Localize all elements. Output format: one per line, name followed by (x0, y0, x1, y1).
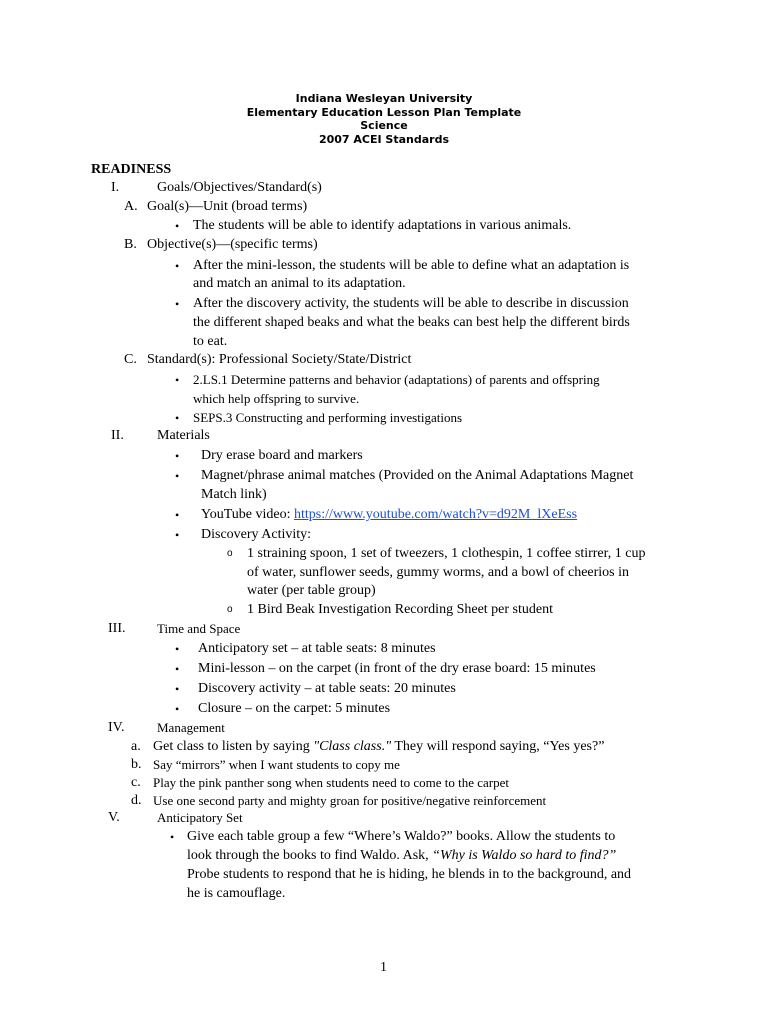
list-item-continued: which help offspring to survive. (193, 391, 360, 406)
section-title: Management (157, 720, 225, 735)
standards-year: 2007 ACEI Standards (318, 132, 450, 146)
list-item: After the discovery activity, the students will be able to describe in discussion (193, 296, 629, 311)
bullet: • (170, 830, 175, 844)
section-title: Time and Space (157, 621, 241, 636)
readiness-heading: READINESS (91, 162, 172, 177)
sub-bullet: o (227, 548, 233, 559)
list-item: Discovery Activity: (201, 527, 312, 542)
list-item (201, 507, 577, 523)
list-item-continued: to eat. (193, 334, 228, 349)
emphasized-question: “Why is Waldo so hard to find?” (432, 848, 617, 863)
list-item: Play the pink panther song when students need to come to the carpet (153, 775, 509, 790)
bullet: • (175, 469, 180, 483)
section-title: Materials (157, 428, 210, 443)
sub-list-item: 1 straining spoon, 1 set of tweezers, 1 clothespin, 1 coffee stirrer, 1 cup (247, 546, 646, 561)
list-item: Say “mirrors” when I want students to copy me (153, 757, 400, 772)
item-letter: a. (131, 739, 141, 754)
bullet: • (175, 702, 180, 716)
item-letter: d. (131, 793, 142, 808)
university-name: Indiana Wesleyan University (295, 92, 473, 105)
sub-list-item-continued: water (per table group) (247, 583, 376, 598)
goal-heading: Goal(s)—Unit (broad terms) (147, 199, 308, 214)
list-item: Mini-lesson – on the carpet (in front of the dry erase board: 15 minutes (198, 661, 596, 676)
subject: Science (360, 119, 408, 133)
list-item: Magnet/phrase animal matches (Provided on the Animal Adaptations Magnet (201, 468, 634, 483)
section-title: Goals/Objectives/Standard(s) (157, 180, 322, 195)
objective-heading: Objective(s)—(specific terms) (147, 237, 318, 252)
bullet: • (175, 528, 180, 542)
video-label: YouTube video: (201, 507, 294, 522)
section-number: III. (108, 621, 126, 636)
sub-list-item-continued: of water, sunflower seeds, gummy worms, and a bowl of cheerios in (247, 565, 630, 580)
list-item-continued (187, 848, 616, 864)
bullet: • (175, 411, 180, 425)
text-segment: They will respond saying, “Yes yes?” (391, 739, 605, 754)
sub-bullet: o (227, 604, 233, 615)
text-segment: Get class to listen by saying (153, 739, 314, 754)
bullet: • (175, 508, 180, 522)
list-item: Use one second party and mighty groan for positive/negative reinforcement (153, 793, 547, 808)
section-number: IV. (108, 720, 125, 735)
section-number: V. (108, 810, 120, 825)
bullet: • (175, 259, 180, 273)
bullet: • (175, 682, 180, 696)
template-title: Elementary Education Lesson Plan Template (246, 105, 522, 119)
youtube-link[interactable]: https://www.youtube.com/watch?v=d92M_lXeEss (293, 507, 578, 522)
page-number: 1 (380, 960, 387, 975)
standards-heading: Standard(s): Professional Society/State/District (147, 352, 412, 367)
list-item: Anticipatory set – at table seats: 8 minutes (198, 641, 436, 656)
bullet: • (175, 219, 180, 233)
list-item: 2.LS.1 Determine patterns and behavior (adaptations) of parents and offspring (193, 372, 600, 387)
list-item-continued: Match link) (201, 487, 267, 502)
list-item: Dry erase board and markers (201, 448, 363, 463)
item-letter: A. (124, 199, 138, 214)
item-letter: C. (124, 352, 137, 367)
section-number: II. (111, 428, 124, 443)
list-item-continued: he is camouflage. (187, 886, 286, 901)
list-item: Give each table group a few “Where’s Waldo?” books. Allow the students to (187, 829, 616, 844)
list-item-continued: Probe students to respond that he is hiding, he blends in to the background, and (187, 867, 632, 882)
list-item: After the mini-lesson, the students will be able to define what an adaptation is (193, 258, 630, 273)
bullet: • (175, 373, 180, 387)
document-header (0, 92, 768, 146)
list-item: SEPS.3 Constructing and performing investigations (193, 410, 463, 425)
list-item (153, 739, 604, 755)
bullet: • (175, 297, 180, 311)
list-item: Closure – on the carpet: 5 minutes (198, 701, 391, 716)
bullet: • (175, 642, 180, 656)
bullet: • (175, 449, 180, 463)
item-letter: c. (131, 775, 141, 790)
item-letter: b. (131, 757, 142, 772)
item-letter: B. (124, 237, 137, 252)
section-number: I. (111, 180, 120, 195)
list-item-continued: the different shaped beaks and what the beaks can best help the different birds (193, 315, 630, 330)
sub-list-item: 1 Bird Beak Investigation Recording Sheet per student (247, 602, 553, 617)
list-item: Discovery activity – at table seats: 20 minutes (198, 681, 456, 696)
text-segment: look through the books to find Waldo. Ask, (187, 848, 433, 863)
list-item-continued: and match an animal to its adaptation. (193, 276, 406, 291)
bullet: • (175, 662, 180, 676)
section-title: Anticipatory Set (157, 810, 243, 825)
list-item: The students will be able to identify adaptations in various animals. (193, 218, 572, 233)
emphasized-phrase: "Class class." (313, 739, 392, 754)
